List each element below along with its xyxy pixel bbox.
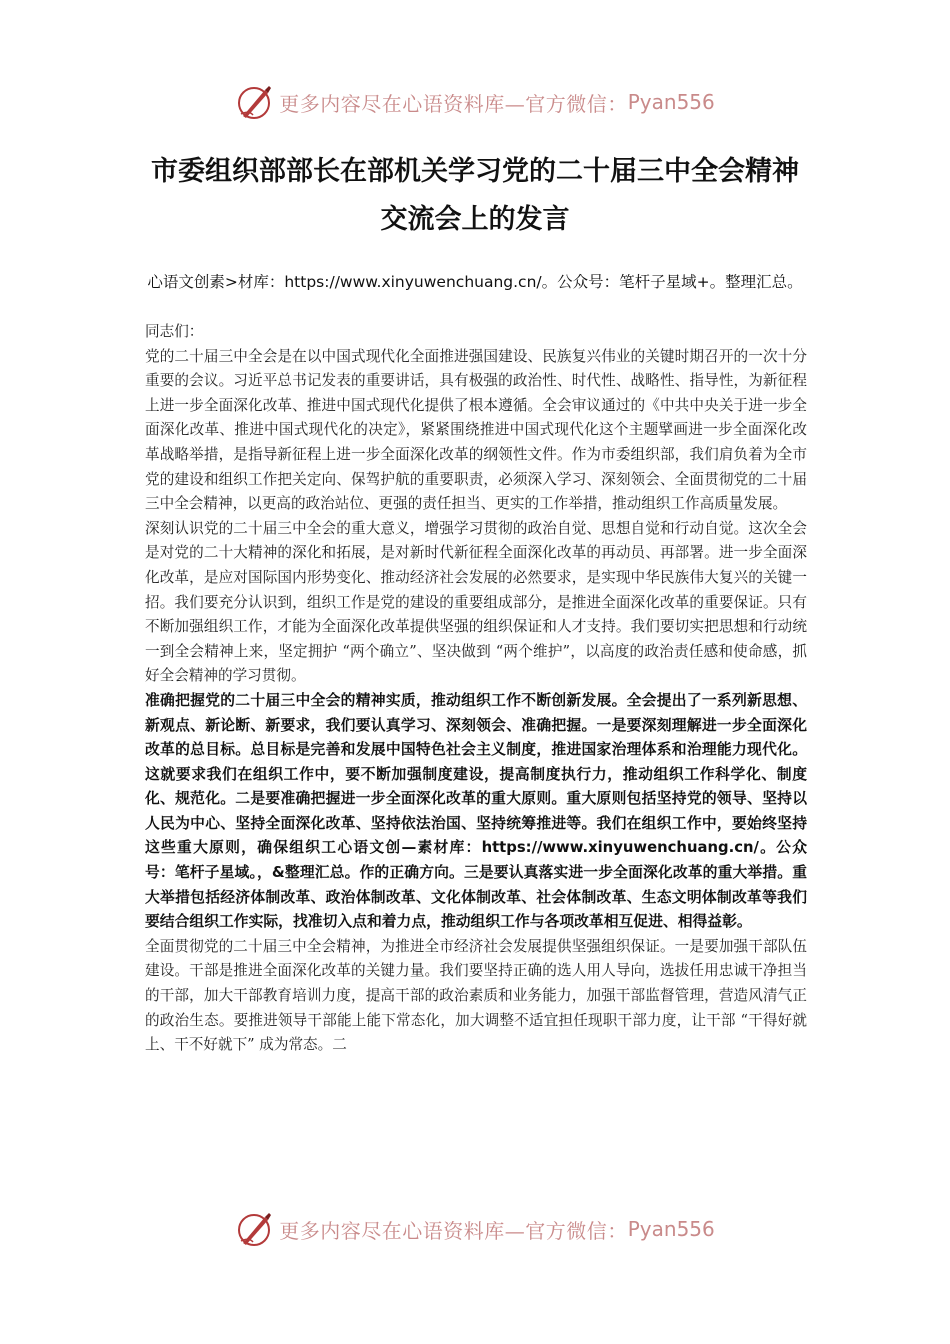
banner-text: 更多内容尽在心语资料库—官方微信： [279, 1218, 628, 1243]
paragraph: 深刻认识党的二十届三中全会的重大意义，增强学习贯彻的政治自觉、思想自觉和行动自觉。这次全会是对党的二十大精神的深化和拓展，是对新时代新征程全面深化改革的再动员、再部署。进一步全面深化改革，是应对国际国内形势变化、推动经济社会发展的必然要求，是实现中华民族伟大复兴的关键一招。我们要充分认识到，组织工作是党的建设的重要组成部分，是推进全面深化改革的重要保证。只有不断加强组织工作，才能为全面深化改革提供坚强的组织保证和人才支持。我们要切实把思想和行动统一到全会精神上来，坚定拥护 “两个确立”、坚决做到 “两个维护”，以高度的政治责任感和使命感，抓好全会精神的学习贯彻。 [145, 519, 807, 685]
banner-handle: Pyan556 [627, 1217, 715, 1241]
banner-handle: Pyan556 [627, 90, 715, 114]
footer-banner [0, 1207, 950, 1251]
document-body [145, 320, 807, 1058]
pen-logo-icon [235, 82, 275, 122]
pen-logo-icon [235, 1209, 275, 1249]
source-line: 心语文创素>材库：https://www.xinyuwenchuang.cn/。公众号：笔杆子星域+。整理汇总。 [147, 273, 803, 291]
paragraph: 全面贯彻党的二十届三中全会精神，为推进全市经济社会发展提供坚强组织保证。一是要加强干部队伍建设。干部是推进全面深化改革的关键力量。我们要坚持正确的选人用人导向，选拔任用忠诚干净担当的干部，加大干部教育培训力度，提高干部的政治素质和业务能力，加强干部监督管理，营造风清气正的政治生态。要推进领导干部能上能下常态化，加大调整不适宜担任现职干部力度，让干部 “干得好就上、干不好就下” 成为常态。二 [145, 937, 807, 1054]
paragraph: 同志们： [145, 323, 204, 340]
page-title: 市委组织部部长在部机关学习党的二十届三中全会精神交流会上的发言 [151, 156, 799, 235]
banner-text: 更多内容尽在心语资料库—官方微信： [279, 91, 628, 116]
paragraph: 准确把握党的二十届三中全会的精神实质，推动组织工作不断创新发展。全会提出了一系列新思想、新观点、新论断、新要求，我们要认真学习、深刻领会、准确把握。一是要深刻理解进一步全面深化改革的总目标。总目标是完善和发展中国特色社会主义制度，推进国家治理体系和治理能力现代化。这就要求我们在组织工作中，要不断加强制度建设，提高制度执行力，推动组织工作科学化、制度化、规范化。二是要准确把握进一步全面深化改革的重大原则。重大原则包括坚持党的领导、坚持以人民为中心、坚持全面深化改革、坚持依法治国、坚持统筹推进等。我们在组织工作中，要始终坚持这些重大原则，确保组织工心语文创—素材库：https://www.xinyuwenchuang.cn/。公众号：笔杆子星域。，&整理汇总。作的正确方向。三是要认真落实进一步全面深化改革的重大举措。重大举措包括经济体制改革、政治体制改革、文化体制改革、社会体制改革、生态文明体制改革等我们要结合组织工作实际，找准切入点和着力点，推动组织工作与各项改革相互促进、相得益彰。 [145, 691, 807, 931]
header-banner [0, 80, 950, 124]
paragraph: 党的二十届三中全会是在以中国式现代化全面推进强国建设、民族复兴伟业的关键时期召开的一次十分重要的会议。习近平总书记发表的重要讲话，具有极强的政治性、时代性、战略性、指导性，为新征程上进一步全面深化改革、推进中国式现代化提供了根本遵循。全会审议通过的《中共中央关于进一步全面深化改革、推进中国式现代化的决定》，紧紧围绕推进中国式现代化这个主题擘画进一步全面深化改革战略举措，是指导新征程上进一步全面深化改革的纲领性文件。作为市委组织部，我们肩负着为全市党的建设和组织工作把关定向、保驾护航的重要职责，必须深入学习、深刻领会、全面贯彻党的二十届三中全会精神，以更高的政治站位、更强的责任担当、更实的工作举措，推动组织工作高质量发展。 [145, 347, 807, 513]
